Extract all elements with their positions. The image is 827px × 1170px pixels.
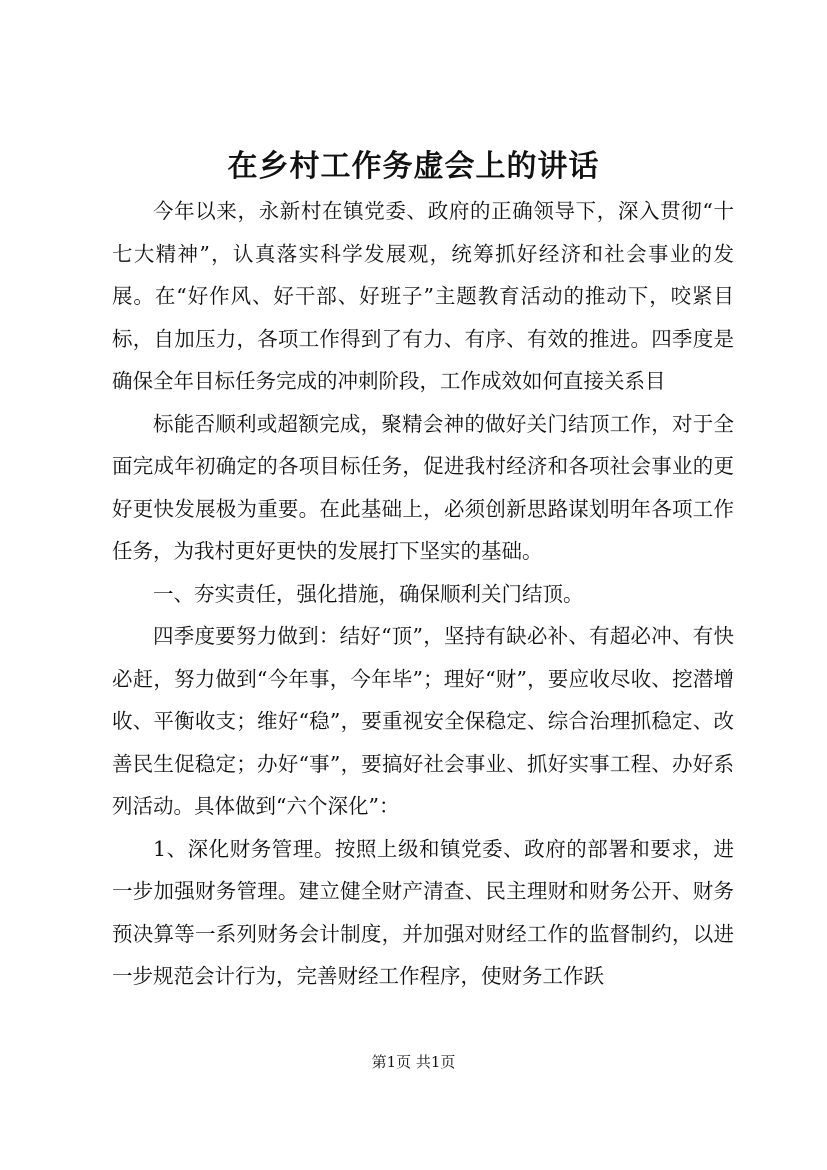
paragraph: 1、深化财务管理。按照上级和镇党委、政府的部署和要求，进一步加强财务管理。建立健全财产清查、民主理财和财务公开、财务预决算等一系列财务会计制度，并加强对财经工作的监督制约，以进一步规范会计行为，完善财经工作程序，使财务工作跃	[112, 836, 734, 988]
paragraph: 四季度要努力做到：结好“顶”，坚持有缺必补、有超必冲、有快必赶，努力做到“今年事，今年毕”；理好“财”，要应收尽收、挖潜增收、平衡收支；维好“稳”，要重视安全保稳定、综合治理抓稳定、改善民生促稳定；办好“事”，要搞好社会事业、抓好实事工程、办好系列活动。具体做到“六个深化”：	[112, 624, 734, 818]
page-title: 在乡村工作务虚会上的讲话	[227, 149, 600, 184]
document-body	[112, 190, 734, 998]
paragraph: 标能否顺利或超额完成，聚精会神的做好关门结顶工作，对于全面完成年初确定的各项目标任务，促进我村经济和各项社会事业的更好更快发展极为重要。在此基础上，必须创新思路谋划明年各项工作任务，为我村更好更快的发展打下坚实的基础。	[112, 411, 734, 563]
paragraph: 一、夯实责任，强化措施，确保顺利关门结顶。	[153, 581, 584, 606]
page-footer: 第1页 共1页	[371, 1053, 456, 1071]
paragraph: 今年以来，永新村在镇党委、政府的正确领导下，深入贯彻“十七大精神”，认真落实科学发展观，统筹抓好经济和社会事业的发展。在“好作风、好干部、好班子”主题教育活动的推动下，咬紧目标，自加压力，各项工作得到了有力、有序、有效的推进。四季度是确保全年目标任务完成的冲刺阶段，工作成效如何直接关系目	[112, 199, 734, 393]
